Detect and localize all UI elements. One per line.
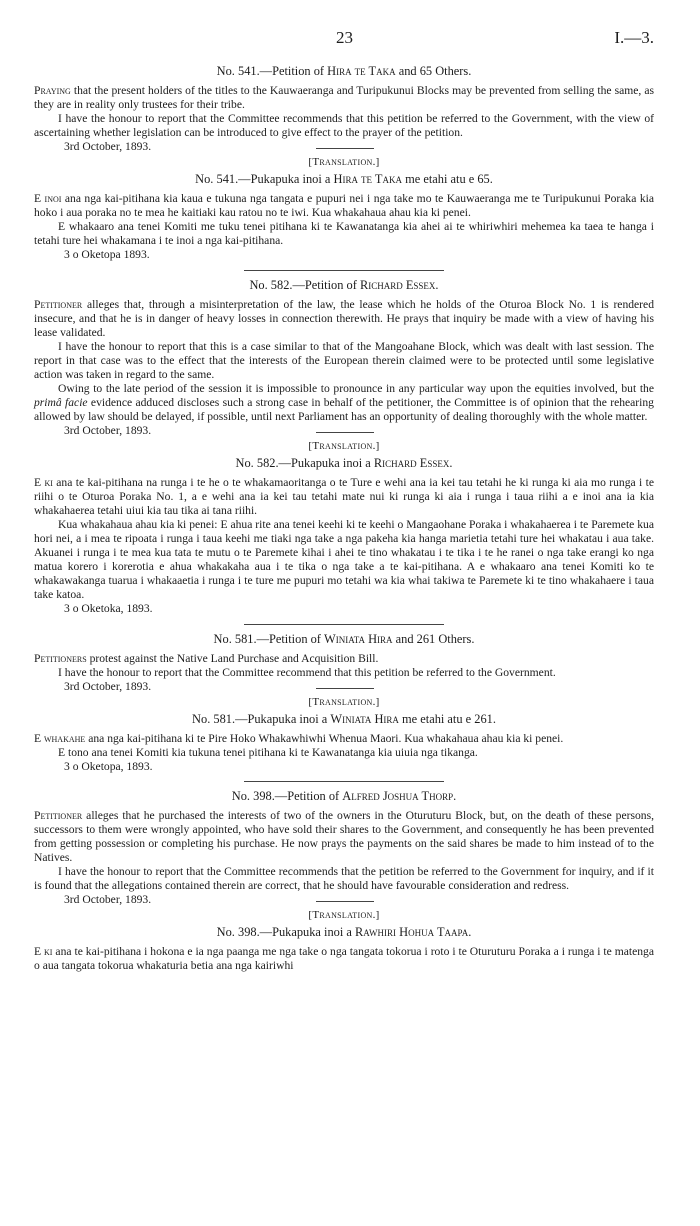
- committee-report: I have the honour to report that the Committee recommend that this petition be referred to the Government.: [58, 665, 556, 679]
- committee-report: I have the honour to report that the Committee recommends that the petition be referred to the Government for inquiry, and if it is found that the allegations contained therein are correct, that he should have favourable consideration and redress.: [34, 865, 654, 893]
- translation-title: No. 582.—Pukapuka inoi a Richard Essex.: [235, 456, 453, 471]
- section-divider: [244, 624, 444, 625]
- report-date: 3rd October, 1893.: [64, 140, 152, 154]
- translation-label: [Translation.]: [308, 695, 380, 708]
- translation-date: 3 o Oketopa 1893.: [64, 248, 150, 262]
- translation-label: [Translation.]: [308, 439, 380, 452]
- petition-581: [34, 632, 654, 774]
- page-body: [34, 64, 654, 973]
- report-date: 3rd October, 1893.: [64, 893, 152, 907]
- petition-title: No. 541.—Petition of Hira te Taka and 65 Others.: [216, 64, 472, 78]
- translation-summary: E ki ana te kai-pitihana i hokona e ia nga paanga me nga take o nga tangata tokorua i roto i te Oturuturu Poraka a i runga i te matenga o aua tangata tokorua whakaturia betia ana nga kairiwhi: [34, 945, 654, 973]
- translation-label: [Translation.]: [308, 909, 380, 922]
- short-divider: [316, 901, 374, 902]
- translation-summary: E ki ana te kai-pitihana na runga i te he o te whakamaoritanga o te Ture e wehi ana ia kei tau tetahi he ki runga ki aia mo runga i te riihi o te Oturoa Poraka No. 1, a e wehi ana ia kei tau tetahi mate nui ki runga ki aia i runga i taua riihi a e inoi ana ia kia whakahaerea tetahi uiui kia tau tika ai tana riihi.: [34, 476, 654, 518]
- report-date-row: [34, 140, 654, 154]
- translation-title: No. 398.—Pukapuka inoi a Rawhiri Hohua Taapa.: [216, 925, 472, 940]
- report-date: 3rd October, 1893.: [64, 679, 152, 693]
- translation-report: E whakaaro ana tenei Komiti me tuku tenei pitihana ki te Kawanatanga kia ahei ai te whiriwhiri mehemea ka taea te hanga i tetahi ture hei whakamana i te inoi a nga kai-pitihana.: [34, 220, 654, 248]
- report-date-row: [34, 680, 654, 694]
- section-divider: [244, 270, 444, 271]
- report-date-row: [34, 424, 654, 438]
- petition-541: [34, 64, 654, 263]
- committee-report: I have the honour to report that this is a case similar to that of the Mangoahane Block, which was dealt with last session. The report in that case was to the effect that the interests of the European therein claimed were to be protected until some legislative action was taken in regard to the same.: [34, 339, 654, 381]
- section-divider: [244, 781, 444, 782]
- petition-summary: Petitioner alleges that he purchased the interests of two of the owners in the Oturuturu Block, but, on the death of these persons, successors to them were wrongly appointed, who have sold their shares to the Government, and consequently he has been prevented from getting possession or completing his purchase. He now prays the payments on the said shares be made to him instead of to the Natives.: [34, 808, 654, 864]
- petition-582: [34, 278, 654, 617]
- translation-title: No. 581.—Pukapuka inoi a Winiata Hira me etahi atu e 261.: [192, 711, 496, 726]
- translation-summary: E whakahe ana nga kai-pitihana ki te Pire Hoko Whakawhiwhi Whenua Maori. Kua whakahaua ahau kia ki penei.: [34, 731, 564, 745]
- petition-summary: Praying that the present holders of the titles to the Kauwaeranga and Turipukunui Blocks may be prevented from selling the same, as they are in reality only trustees for their tribe.: [34, 84, 654, 112]
- translation-date: 3 o Oketopa, 1893.: [64, 759, 153, 773]
- petition-title: No. 581.—Petition of Winiata Hira and 261 Others.: [213, 631, 475, 646]
- document-reference: I.—3.: [614, 28, 654, 47]
- translation-label: [Translation.]: [308, 156, 380, 169]
- short-divider: [316, 688, 374, 689]
- report-date-row: [34, 893, 654, 907]
- short-divider: [316, 148, 374, 149]
- short-divider: [316, 432, 374, 433]
- report-date: 3rd October, 1893.: [64, 423, 152, 437]
- petition-398: [34, 789, 654, 973]
- petition-summary: Petitioners protest against the Native Land Purchase and Acquisition Bill.: [34, 651, 379, 665]
- petition-title: No. 582.—Petition of Richard Essex.: [249, 277, 439, 292]
- committee-opinion: Owing to the late period of the session it is impossible to pronounce in any particular way upon the equities involved, but the primâ facie evidence adduced discloses such a strong case in behalf of the petitioner, the Committee is of opinion that the rehearing allowed by law should be delayed, if possible, until next Parliament has an opportunity of dealing thoroughly with the whole matter.: [34, 381, 654, 423]
- translation-report: E tono ana tenei Komiti kia tukuna tenei pitihana ki te Kawanatanga kia uiuia nga tikanga.: [58, 745, 478, 759]
- translation-date: 3 o Oketoka, 1893.: [64, 602, 153, 616]
- translation-report: Kua whakahaua ahau kia ki penei: E ahua rite ana tenei keehi ki te keehi o Mangaohane Poraka i whakahaerea i te Paremete kua hori nei, a i mea te ripoata i runga i taua keehi me tiaki nga take a nga pakeha kia hanga marietia tetahi ture hei whakatau i aua take. Akuanei i runga i te mea kua tata te mutu o te Paremete kihai i ahei te tino whakatau i te tika i te he ranei o nga take erangi ko nga matua korero i korerotia e ahua whakakaha aua i te tika o nga take a te kai-pitihana. A e whakaaro ana tenei Komiti ko te whakawakanga tuarua i whakaaetia i runga i te ture me pupuri mo tetahi wa kia whai takiwa te Paremete ki te tino whakahaere i taua take katoa.: [34, 518, 654, 602]
- page-header: [0, 28, 700, 50]
- page-number: 23: [336, 28, 353, 47]
- petition-summary: Petitioner alleges that, through a misinterpretation of the law, the lease which he holds of the Oturoa Block No. 1 is rendered insecure, and that he is in danger of heavy losses in connection therewith. He prays that inquiry be made with a view of having his lease validated.: [34, 297, 654, 339]
- translation-summary: E inoi ana nga kai-pitihana kia kaua e tukuna nga tangata e pupuri nei i nga take mo te Kauwaeranga me te Turipukunui Poraka kia hoko i aua poraka no te mea he kaitiaki kau ratou no te iwi. Kua whakahaua ahau kia ki penei.: [34, 192, 654, 220]
- petition-title: No. 398.—Petition of Alfred Joshua Thorp.: [231, 788, 457, 803]
- committee-report: I have the honour to report that the Committee recommends that this petition be referred to the Government, with the view of ascertaining whether legislation can be introduced to give effect to the prayer of the petition.: [34, 112, 654, 140]
- translation-title: No. 541.—Pukapuka inoi a Hira te Taka me etahi atu e 65.: [195, 172, 493, 187]
